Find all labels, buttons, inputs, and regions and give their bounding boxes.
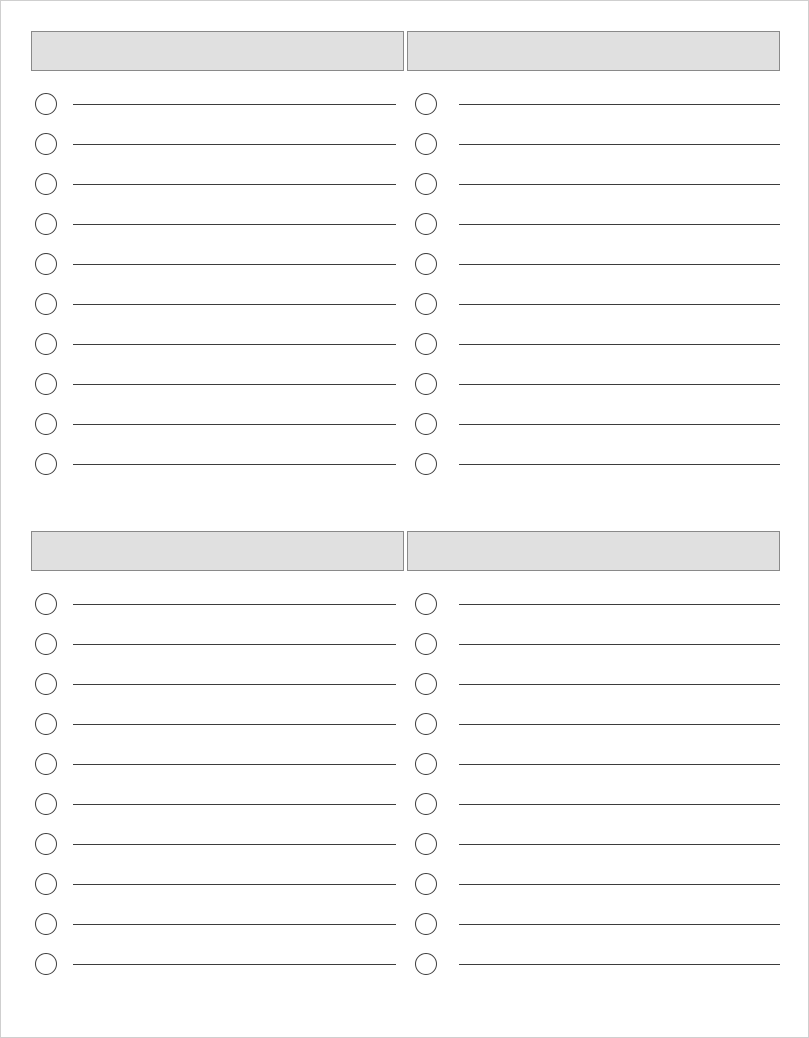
checklist-row[interactable] bbox=[407, 364, 780, 404]
circle-bullet-icon[interactable] bbox=[35, 413, 57, 435]
checklist-row[interactable] bbox=[407, 164, 780, 204]
checklist-rows-bottom-right bbox=[407, 584, 780, 984]
checklist-row[interactable] bbox=[31, 864, 404, 904]
checklist-row[interactable] bbox=[407, 744, 780, 784]
checklist-grid bbox=[31, 31, 780, 1009]
circle-bullet-icon[interactable] bbox=[415, 833, 437, 855]
writing-line[interactable] bbox=[73, 964, 396, 965]
writing-line[interactable] bbox=[459, 724, 780, 725]
writing-line[interactable] bbox=[459, 644, 780, 645]
writing-line[interactable] bbox=[459, 144, 780, 145]
circle-bullet-icon[interactable] bbox=[415, 173, 437, 195]
checklist-row[interactable] bbox=[31, 284, 404, 324]
writing-line[interactable] bbox=[73, 684, 396, 685]
circle-bullet-icon[interactable] bbox=[415, 333, 437, 355]
checklist-row[interactable] bbox=[407, 784, 780, 824]
circle-bullet-icon[interactable] bbox=[415, 93, 437, 115]
writing-line[interactable] bbox=[73, 804, 396, 805]
circle-bullet-icon[interactable] bbox=[35, 673, 57, 695]
writing-line[interactable] bbox=[459, 264, 780, 265]
writing-line[interactable] bbox=[459, 684, 780, 685]
circle-bullet-icon[interactable] bbox=[35, 453, 57, 475]
block-title-top-left[interactable] bbox=[31, 31, 404, 71]
checklist-row[interactable] bbox=[407, 244, 780, 284]
circle-bullet-icon[interactable] bbox=[35, 373, 57, 395]
block-title-bottom-left[interactable] bbox=[31, 531, 404, 571]
writing-line[interactable] bbox=[459, 604, 780, 605]
checklist-row[interactable] bbox=[31, 124, 404, 164]
checklist-row[interactable] bbox=[31, 584, 404, 624]
writing-line[interactable] bbox=[73, 344, 396, 345]
checklist-row[interactable] bbox=[31, 744, 404, 784]
checklist-row[interactable] bbox=[31, 704, 404, 744]
writing-line[interactable] bbox=[73, 224, 396, 225]
checklist-row[interactable] bbox=[407, 824, 780, 864]
writing-line[interactable] bbox=[459, 804, 780, 805]
circle-bullet-icon[interactable] bbox=[35, 253, 57, 275]
checklist-row[interactable] bbox=[407, 284, 780, 324]
circle-bullet-icon[interactable] bbox=[415, 133, 437, 155]
writing-line[interactable] bbox=[459, 384, 780, 385]
checklist-row[interactable] bbox=[31, 244, 404, 284]
circle-bullet-icon[interactable] bbox=[415, 453, 437, 475]
circle-bullet-icon[interactable] bbox=[35, 333, 57, 355]
checklist-block-bottom-right bbox=[407, 531, 780, 1009]
circle-bullet-icon[interactable] bbox=[35, 953, 57, 975]
writing-line[interactable] bbox=[459, 224, 780, 225]
writing-line[interactable] bbox=[459, 924, 780, 925]
circle-bullet-icon[interactable] bbox=[35, 913, 57, 935]
checklist-row[interactable] bbox=[31, 84, 404, 124]
circle-bullet-icon[interactable] bbox=[415, 753, 437, 775]
writing-line[interactable] bbox=[73, 464, 396, 465]
circle-bullet-icon[interactable] bbox=[415, 793, 437, 815]
circle-bullet-icon[interactable] bbox=[35, 593, 57, 615]
checklist-row[interactable] bbox=[407, 324, 780, 364]
block-title-top-right[interactable] bbox=[407, 31, 780, 71]
writing-line[interactable] bbox=[73, 724, 396, 725]
circle-bullet-icon[interactable] bbox=[35, 753, 57, 775]
writing-line[interactable] bbox=[73, 604, 396, 605]
checklist-row[interactable] bbox=[407, 704, 780, 744]
writing-line[interactable] bbox=[73, 424, 396, 425]
circle-bullet-icon[interactable] bbox=[415, 213, 437, 235]
circle-bullet-icon[interactable] bbox=[415, 913, 437, 935]
checklist-rows-top-right bbox=[407, 84, 780, 484]
checklist-block-top-right bbox=[407, 31, 780, 509]
circle-bullet-icon[interactable] bbox=[415, 953, 437, 975]
checklist-row[interactable] bbox=[407, 664, 780, 704]
circle-bullet-icon[interactable] bbox=[35, 873, 57, 895]
circle-bullet-icon[interactable] bbox=[415, 253, 437, 275]
checklist-row[interactable] bbox=[407, 624, 780, 664]
writing-line[interactable] bbox=[459, 424, 780, 425]
checklist-block-top-left bbox=[31, 31, 404, 509]
circle-bullet-icon[interactable] bbox=[415, 713, 437, 735]
writing-line[interactable] bbox=[73, 644, 396, 645]
checklist-row[interactable] bbox=[407, 584, 780, 624]
circle-bullet-icon[interactable] bbox=[35, 133, 57, 155]
checklist-row[interactable] bbox=[407, 84, 780, 124]
circle-bullet-icon[interactable] bbox=[415, 413, 437, 435]
checklist-rows-bottom-left bbox=[31, 584, 404, 984]
writing-line[interactable] bbox=[73, 304, 396, 305]
writing-line[interactable] bbox=[73, 104, 396, 105]
checklist-block-bottom-left bbox=[31, 531, 404, 1009]
circle-bullet-icon[interactable] bbox=[415, 633, 437, 655]
checklist-row[interactable] bbox=[407, 904, 780, 944]
circle-bullet-icon[interactable] bbox=[35, 293, 57, 315]
checklist-row[interactable] bbox=[31, 364, 404, 404]
writing-line[interactable] bbox=[459, 884, 780, 885]
checklist-rows-top-left bbox=[31, 84, 404, 484]
writing-line[interactable] bbox=[459, 184, 780, 185]
checklist-row[interactable] bbox=[407, 404, 780, 444]
checklist-row[interactable] bbox=[31, 824, 404, 864]
checklist-row[interactable] bbox=[31, 784, 404, 824]
checklist-row[interactable] bbox=[31, 664, 404, 704]
writing-line[interactable] bbox=[459, 304, 780, 305]
circle-bullet-icon[interactable] bbox=[415, 293, 437, 315]
writing-line[interactable] bbox=[73, 184, 396, 185]
writing-line[interactable] bbox=[73, 924, 396, 925]
circle-bullet-icon[interactable] bbox=[35, 713, 57, 735]
writing-line[interactable] bbox=[459, 104, 780, 105]
circle-bullet-icon[interactable] bbox=[415, 593, 437, 615]
circle-bullet-icon[interactable] bbox=[35, 213, 57, 235]
writing-line[interactable] bbox=[459, 464, 780, 465]
writing-line[interactable] bbox=[459, 764, 780, 765]
circle-bullet-icon[interactable] bbox=[35, 833, 57, 855]
checklist-row[interactable] bbox=[407, 124, 780, 164]
writing-line[interactable] bbox=[459, 964, 780, 965]
writing-line[interactable] bbox=[73, 144, 396, 145]
checklist-row[interactable] bbox=[31, 404, 404, 444]
writing-line[interactable] bbox=[459, 344, 780, 345]
checklist-row[interactable] bbox=[31, 444, 404, 484]
checklist-row[interactable] bbox=[31, 944, 404, 984]
checklist-row[interactable] bbox=[407, 864, 780, 904]
checklist-row[interactable] bbox=[31, 904, 404, 944]
circle-bullet-icon[interactable] bbox=[415, 873, 437, 895]
writing-line[interactable] bbox=[73, 764, 396, 765]
checklist-row[interactable] bbox=[31, 164, 404, 204]
checklist-row[interactable] bbox=[31, 324, 404, 364]
block-title-bottom-right[interactable] bbox=[407, 531, 780, 571]
circle-bullet-icon[interactable] bbox=[35, 173, 57, 195]
checklist-row[interactable] bbox=[31, 204, 404, 244]
circle-bullet-icon[interactable] bbox=[35, 793, 57, 815]
circle-bullet-icon[interactable] bbox=[415, 373, 437, 395]
circle-bullet-icon[interactable] bbox=[415, 673, 437, 695]
writing-line[interactable] bbox=[73, 384, 396, 385]
writing-line[interactable] bbox=[459, 844, 780, 845]
checklist-row[interactable] bbox=[31, 624, 404, 664]
writing-line[interactable] bbox=[73, 264, 396, 265]
checklist-row[interactable] bbox=[407, 204, 780, 244]
checklist-row[interactable] bbox=[407, 944, 780, 984]
checklist-row[interactable] bbox=[407, 444, 780, 484]
writing-line[interactable] bbox=[73, 884, 396, 885]
circle-bullet-icon[interactable] bbox=[35, 93, 57, 115]
circle-bullet-icon[interactable] bbox=[35, 633, 57, 655]
writing-line[interactable] bbox=[73, 844, 396, 845]
